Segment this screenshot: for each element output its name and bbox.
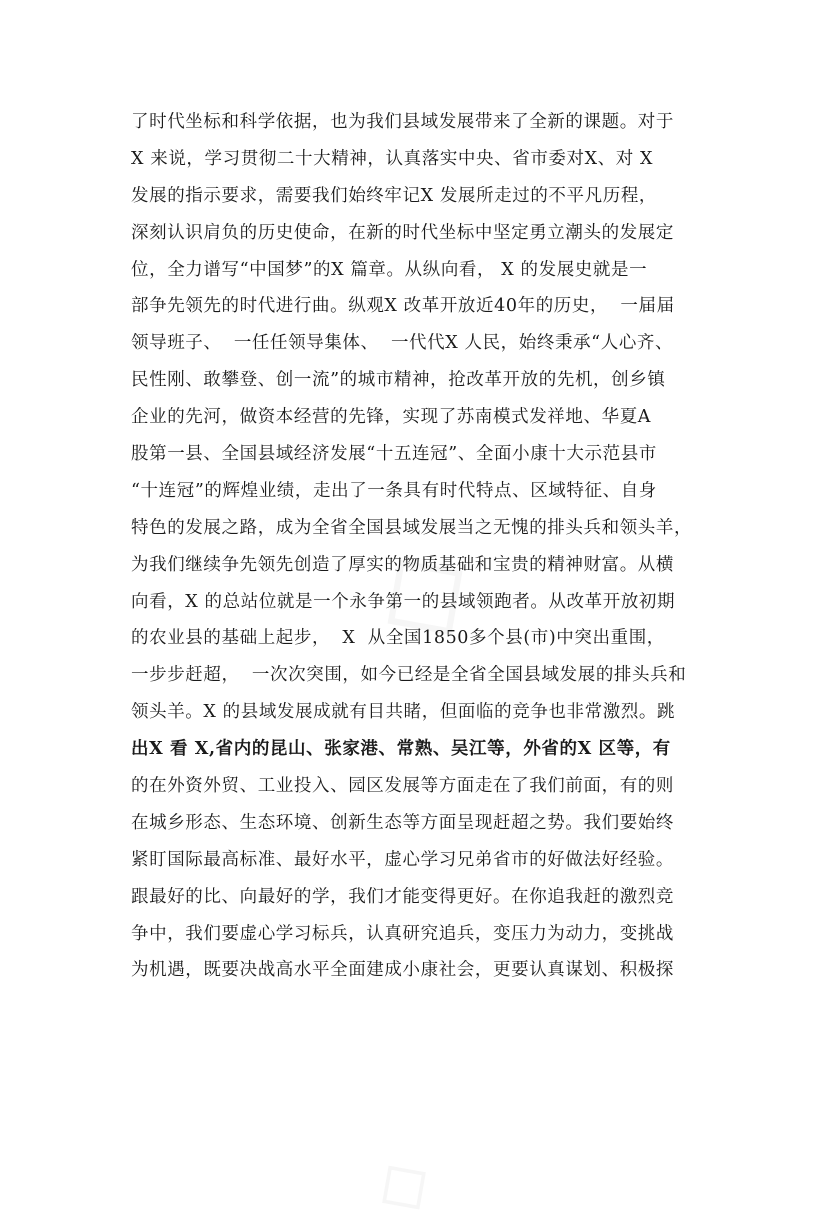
text-line: 在城乡形态、生态环境、创新生态等方面呈现赶超之势。我们要始终 <box>131 812 674 833</box>
body-text <box>131 104 711 989</box>
text-line: 向看，X 的总站位就是一个永争第一的县域领跑者。从改革开放初期 <box>131 591 676 612</box>
text-line: 一步步赶超， 一次次突围，如今已经是全省全国县域发展的排头兵和 <box>131 665 687 686</box>
text-line: 发展的指示要求，需要我们始终牢记X 发展所走过的不平凡历程， <box>131 185 658 206</box>
text-line: 特色的发展之路，成为全省全国县域发展当之无愧的排头兵和领头羊， <box>131 517 693 538</box>
text-line: 民性刚、敢攀登、创一流”的城市精神，抢改革开放的先机，创乡镇 <box>131 370 666 391</box>
text-line: 深刻认识肩负的历史使命，在新的时代坐标中坚定勇立潮头的发展定 <box>131 222 674 243</box>
text-line-bold: 出X 看 X,省内的昆山、张家港、常熟、吴江等，外省的X 区等，有 <box>131 739 671 760</box>
watermark-bottom <box>355 1050 565 1230</box>
text-line: 企业的先河，做资本经营的先锋，实现了苏南模式发祥地、华夏A <box>131 407 652 428</box>
text-line: 了时代坐标和科学依据，也为我们县域发展带来了全新的课题。对于 <box>131 112 674 132</box>
text-line: 位，全力谱写“中国梦”的X 篇章。从纵向看， X 的发展史就是一 <box>131 259 648 280</box>
text-line: 部争先领先的时代进行曲。纵观X 改革开放近40年的历史， 一届届 <box>131 296 675 317</box>
text-line: “十连冠”的辉煌业绩，走出了一条具有时代特点、区域特征、自身 <box>131 480 657 501</box>
text-line: 为我们继续争先领先创造了厚实的物质基础和宝贵的精神财富。从横 <box>131 554 674 575</box>
text-line: 的农业县的基础上起步， X 从全国1850多个县(市)中突出重围， <box>131 628 665 649</box>
text-line: 领头羊。X 的县域发展成就有目共睹，但面临的竞争也非常激烈。跳 <box>131 702 676 723</box>
text-line: 跟最好的比、向最好的学，我们才能变得更好。在你追我赶的激烈竞 <box>131 886 674 907</box>
text-line: 的在外资外贸、工业投入、园区发展等方面走在了我们前面，有的则 <box>131 776 674 797</box>
text-line: 紧盯国际最高标准、最好水平，虚心学习兄弟省市的好做法好经验。 <box>131 849 674 870</box>
text-line: 股第一县、全国县域经济发展“十五连冠”、全面小康十大示范县市 <box>131 444 657 465</box>
text-line: 为机遇，既要决战高水平全面建成小康社会，更要认真谋划、积极探 <box>131 960 674 981</box>
text-line: X 来说，学习贯彻二十大精神，认真落实中央、省市委对X、对 X <box>131 148 654 169</box>
text-line: 领导班子、 一任任领导集体、 一代代X 人民，始终秉承“人心齐、 <box>131 333 674 354</box>
text-line: 争中，我们要虚心学习标兵，认真研究追兵，变压力为动力，变挑战 <box>131 923 674 944</box>
